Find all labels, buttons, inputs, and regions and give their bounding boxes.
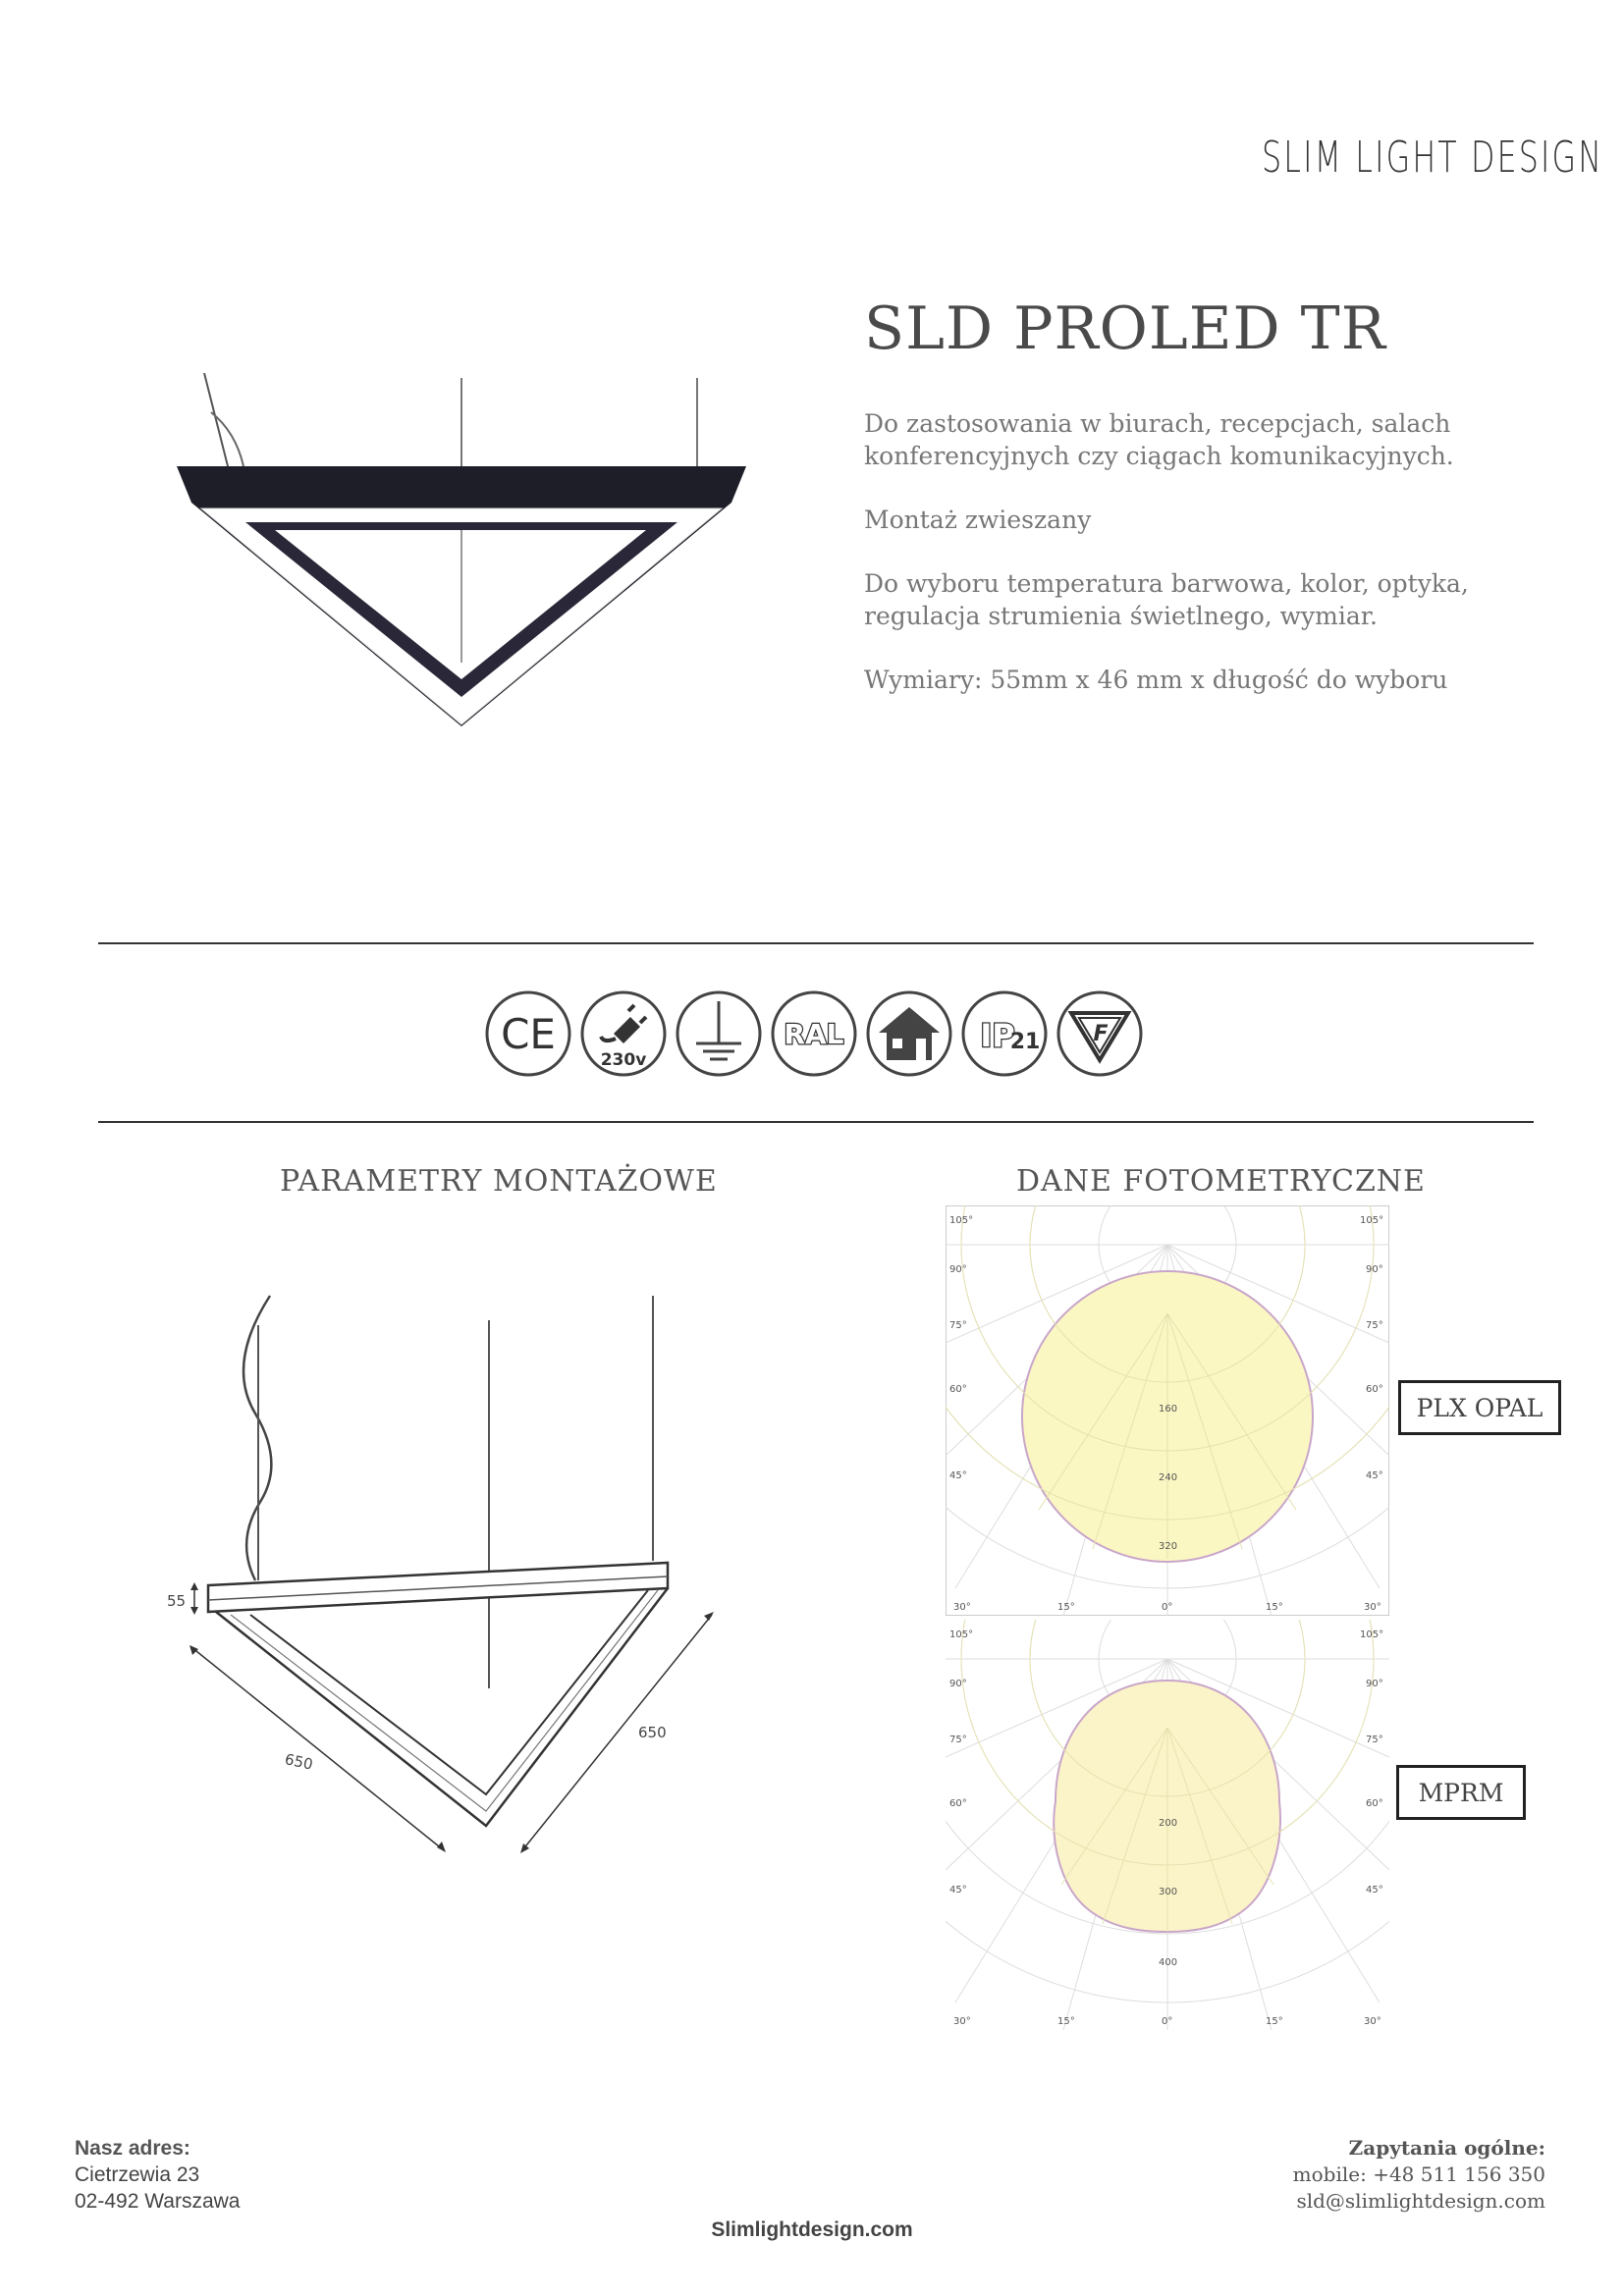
svg-text:45°: 45°	[1366, 1885, 1383, 1896]
footer-contact	[1293, 2135, 1545, 2215]
contact-email[interactable]: sld@slimlightdesign.com	[1296, 2189, 1545, 2213]
svg-text:650: 650	[638, 1724, 667, 1741]
svg-text:300: 300	[1159, 1887, 1178, 1897]
ral-color-icon	[770, 989, 858, 1078]
house-icon	[865, 989, 953, 1078]
svg-text:RAL: RAL	[784, 1018, 844, 1050]
svg-text:45°: 45°	[1366, 1470, 1383, 1481]
photometric-diagram-mprm	[946, 1620, 1389, 2030]
f-mark-icon	[1056, 989, 1144, 1078]
svg-text:55: 55	[167, 1592, 187, 1610]
svg-text:105°: 105°	[1360, 1629, 1384, 1640]
svg-text:15°: 15°	[1057, 1602, 1075, 1613]
description-options: Do wyboru temperatura barwowa, kolor, optyka, regulacja strumienia świetlnego, wymiar.	[864, 569, 1469, 630]
mprm-label: MPRM	[1396, 1765, 1526, 1820]
svg-text:75°: 75°	[949, 1735, 967, 1745]
ce-mark-icon	[484, 989, 572, 1078]
svg-text:160: 160	[1159, 1404, 1178, 1415]
svg-text:75°: 75°	[1366, 1320, 1383, 1331]
svg-text:400: 400	[1159, 1957, 1178, 1968]
photometric-section-title: DANE FOTOMETRYCZNE	[1016, 1164, 1426, 1199]
svg-text:90°: 90°	[949, 1264, 967, 1275]
svg-text:60°: 60°	[1366, 1384, 1383, 1395]
svg-text:60°: 60°	[949, 1798, 967, 1809]
product-photo	[167, 373, 756, 736]
svg-text:105°: 105°	[1360, 1215, 1384, 1226]
svg-text:0°: 0°	[1162, 2016, 1173, 2027]
svg-text:650: 650	[283, 1750, 315, 1774]
svg-text:105°: 105°	[949, 1629, 974, 1640]
certification-icons	[484, 989, 1147, 1078]
svg-text:CE: CE	[501, 1010, 556, 1058]
product-title: SLD PROLED TR	[864, 294, 1386, 363]
brand-logo: SLIM LIGHT DESIGN	[1262, 133, 1604, 183]
mounting-diagram	[157, 1276, 746, 1865]
divider-top	[98, 942, 1534, 944]
contact-mobile[interactable]: mobile: +48 511 156 350	[1292, 2163, 1545, 2186]
svg-text:30°: 30°	[1364, 1602, 1381, 1613]
product-description	[864, 407, 1492, 727]
inquiry-heading: Zapytania ogólne:	[1348, 2136, 1545, 2160]
svg-text:30°: 30°	[953, 1602, 971, 1613]
svg-text:90°: 90°	[949, 1679, 967, 1689]
plx-opal-label: PLX OPAL	[1398, 1380, 1561, 1435]
svg-text:105°: 105°	[949, 1215, 974, 1226]
description-dimensions: Wymiary: 55mm x 46 mm x długość do wyboru	[864, 666, 1448, 694]
address-street: Cietrzewia 23	[75, 2163, 200, 2186]
svg-text:45°: 45°	[949, 1885, 967, 1896]
description-mounting: Montaż zwieszany	[864, 506, 1092, 534]
svg-text:75°: 75°	[949, 1320, 967, 1331]
svg-text:60°: 60°	[949, 1384, 967, 1395]
230v-plug-icon	[579, 989, 668, 1078]
svg-text:15°: 15°	[1266, 2016, 1283, 2027]
divider-bottom	[98, 1121, 1534, 1123]
svg-text:60°: 60°	[1366, 1798, 1383, 1809]
mounting-section-title: PARAMETRY MONTAŻOWE	[280, 1164, 718, 1199]
svg-text:21: 21	[1009, 1030, 1041, 1054]
description-usage: Do zastosowania w biurach, recepcjach, salach konferencyjnych czy ciągach komunikacyjnych.	[864, 409, 1454, 470]
svg-text:30°: 30°	[953, 2016, 971, 2027]
svg-text:90°: 90°	[1366, 1264, 1383, 1275]
footer-address	[75, 2135, 240, 2215]
svg-text:320: 320	[1159, 1541, 1178, 1552]
svg-text:230v: 230v	[600, 1050, 647, 1070]
svg-text:30°: 30°	[1364, 2016, 1381, 2027]
svg-text:F: F	[1093, 1022, 1109, 1046]
ip21-icon	[960, 989, 1049, 1078]
address-city: 02-492 Warszawa	[75, 2190, 241, 2213]
svg-text:75°: 75°	[1366, 1735, 1383, 1745]
svg-text:0°: 0°	[1162, 1602, 1173, 1613]
ground-icon	[675, 989, 763, 1078]
website-link[interactable]: Slimlightdesign.com	[711, 2218, 913, 2241]
svg-text:15°: 15°	[1057, 2016, 1075, 2027]
svg-text:15°: 15°	[1266, 1602, 1283, 1613]
photometric-diagram-plx-opal	[946, 1205, 1389, 1616]
svg-text:240: 240	[1159, 1472, 1178, 1483]
svg-text:90°: 90°	[1366, 1679, 1383, 1689]
address-heading: Nasz adres:	[75, 2137, 190, 2160]
svg-text:45°: 45°	[949, 1470, 967, 1481]
svg-text:IP: IP	[980, 1017, 1015, 1054]
svg-text:200: 200	[1159, 1818, 1178, 1829]
